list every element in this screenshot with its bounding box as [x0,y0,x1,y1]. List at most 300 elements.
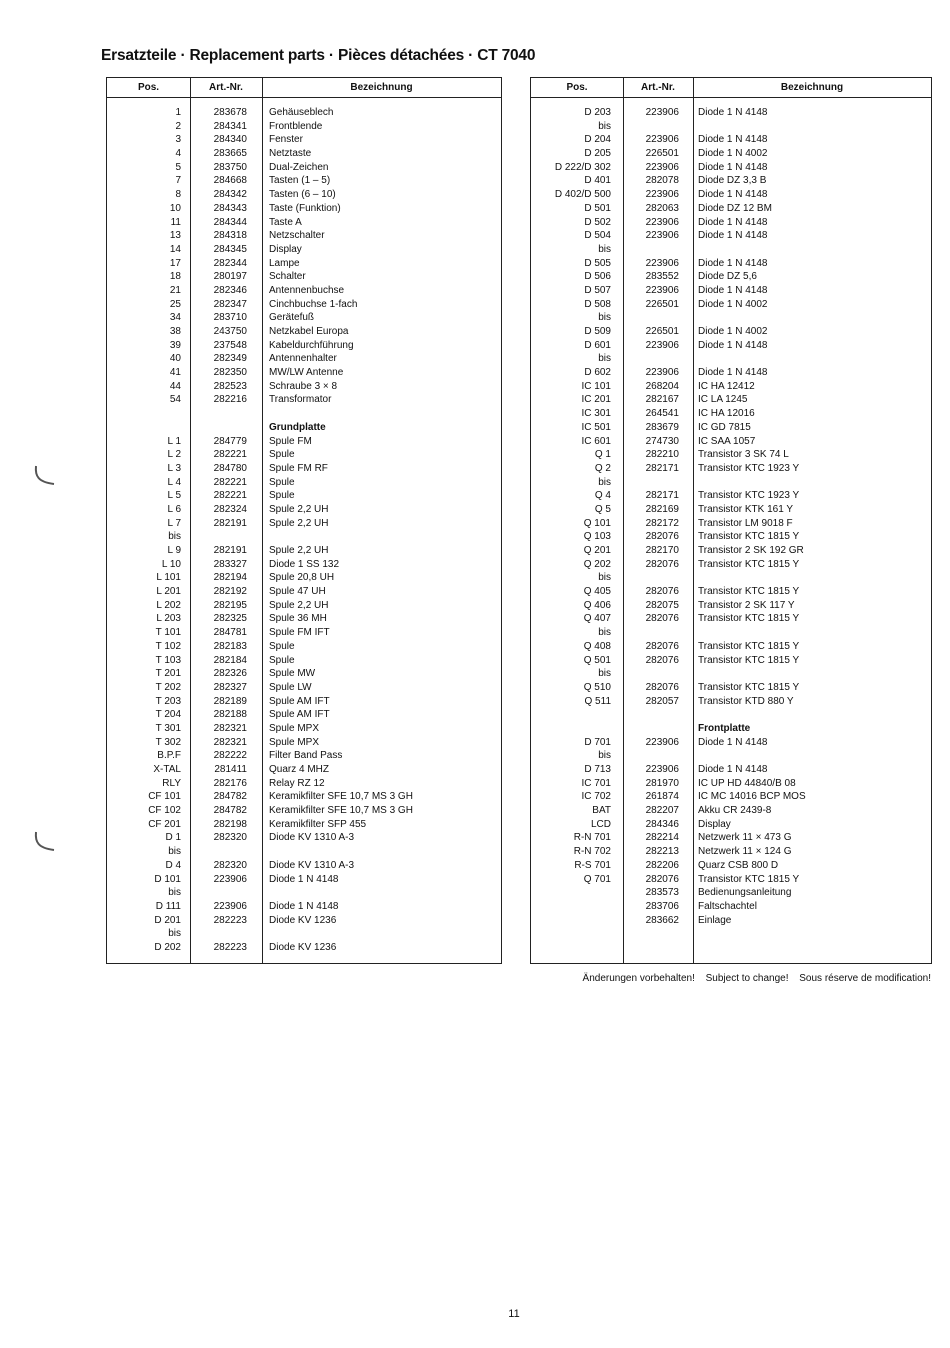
article-number: 282214 [645,832,679,844]
article-number: 223906 [645,339,679,351]
part-description: Dual-Zeichen [269,161,329,173]
table-row [107,188,501,202]
part-description: Filter Band Pass [269,750,343,762]
table-row [107,366,501,380]
column-header-art: Art.-Nr. [641,82,675,93]
part-description: Diode KV 1310 A-3 [269,832,355,844]
part-description: Diode 1 N 4148 [698,736,768,748]
part-position: 41 [169,367,181,379]
article-number: 282167 [645,394,679,406]
table-row [107,695,501,709]
part-position: IC 501 [581,421,611,433]
article-number: 282321 [213,736,247,748]
table-row [107,462,501,476]
table-row [531,407,931,421]
table-row [107,927,501,941]
part-position: L 201 [156,586,181,598]
part-position: L 9 [167,545,181,556]
table-row [531,914,931,928]
part-position: D 202 [154,941,181,953]
part-description: Fenster [269,134,303,146]
part-position: D 101 [154,873,181,885]
part-position: 44 [169,380,181,392]
part-position: 40 [169,353,181,365]
article-number: 282320 [213,832,247,844]
article-number: 284345 [213,243,247,255]
article-number: 282076 [645,640,679,652]
part-description: Transistor KTC 1815 Y [698,586,800,598]
table-row [531,311,931,325]
table-row [107,380,501,394]
section-heading-row [531,722,931,736]
table-row [531,654,931,668]
part-position: D 502 [584,216,611,228]
article-number: 284341 [213,120,247,132]
part-position: R-N 702 [573,846,611,858]
part-description: Display [698,818,731,830]
part-description: Diode KV 1236 [269,941,337,953]
article-number: 282523 [213,380,247,392]
part-position: D 701 [584,736,611,748]
article-number: 282171 [645,490,679,502]
part-description: IC LA 1245 [698,394,748,406]
part-position: 18 [169,271,181,283]
table-row [531,873,931,887]
article-number: 261874 [645,791,679,803]
article-number: 223906 [645,736,679,748]
part-description: Transistor KTK 161 Y [698,503,794,515]
part-position: D 509 [584,326,611,337]
part-description: Transistor KTC 1815 Y [698,531,800,543]
column-header-pos: Pos. [137,82,160,93]
part-description: Spule [269,476,295,488]
part-position: L 2 [167,449,181,461]
table-row [531,612,931,626]
table-row [531,859,931,873]
article-number: 284779 [213,435,247,447]
table-row [107,202,501,216]
part-description: Transistor 3 SK 74 L [698,449,789,461]
part-position: 2 [175,120,181,132]
parts-table-right [530,77,932,964]
part-position: D 205 [584,148,611,160]
table-row [531,380,931,394]
part-position: D 601 [584,339,611,351]
article-number: 282191 [213,517,247,529]
table-row [531,599,931,613]
part-description: Spule AM IFT [269,709,330,721]
part-description: Spule 36 MH [269,613,327,625]
part-position: Q 2 [594,462,611,474]
part-description: Transistor KTC 1815 Y [698,558,800,570]
part-position: 13 [169,230,181,242]
article-number: 282223 [213,941,247,953]
part-description: IC HA 12412 [698,380,755,392]
part-description: Transistor KTC 1815 Y [698,613,800,625]
article-number: 282223 [213,914,247,926]
table-row [107,352,501,366]
part-description: Schalter [269,271,306,283]
table-row [531,421,931,435]
article-number: 283679 [645,421,679,433]
table-row [531,571,931,585]
article-number: 223906 [645,284,679,296]
part-position: D 4 [165,859,181,871]
article-number: 284668 [213,175,247,187]
part-position: T 102 [155,640,181,652]
table-row [531,147,931,161]
part-description: Spule MPX [269,736,320,748]
part-position: bis [598,476,611,488]
part-description: Kabeldurchführung [269,339,354,351]
part-position: LCD [590,818,611,830]
table-row [107,831,501,845]
part-position: T 204 [155,709,181,721]
part-position: D 506 [584,271,611,283]
part-description: Keramikfilter SFE 10,7 MS 3 GH [269,805,413,817]
part-description: Transistor LM 9018 F [698,517,793,529]
article-number: 284346 [645,818,679,830]
part-position: Q 101 [583,517,611,529]
part-description: Grundplatte [269,421,326,433]
part-position: D 204 [584,134,611,146]
table-row [107,544,501,558]
table-row [107,147,501,161]
part-description: Tasten (1 – 5) [269,175,331,187]
table-row [107,174,501,188]
table-row [107,325,501,339]
part-position: Q 406 [583,599,611,611]
table-row [531,448,931,462]
table-row [531,900,931,914]
article-number: 284340 [213,134,247,146]
part-description: Spule 2,2 UH [269,545,329,556]
table-body-left [107,106,501,955]
part-position: IC 702 [581,791,611,803]
table-row [107,393,501,407]
table-row [107,722,501,736]
part-position: Q 4 [594,490,611,502]
part-description: Diode 1 N 4148 [698,367,768,379]
part-description: Diode KV 1310 A-3 [269,859,355,871]
part-position: bis [598,243,611,255]
part-description: Transistor 2 SK 192 GR [698,545,804,556]
part-description: Netzkabel Europa [269,326,349,337]
table-row [531,462,931,476]
part-description: Taste A [269,216,302,228]
part-position: BAT [592,805,611,817]
part-description: Transistor KTC 1815 Y [698,873,800,885]
table-row [107,270,501,284]
part-position: L 202 [156,599,181,611]
part-description: Diode 1 N 4148 [698,230,768,242]
table-row [531,763,931,777]
part-description: Frontplatte [698,722,751,734]
part-description: IC SAA 1057 [698,435,756,447]
section-heading-row [107,421,501,435]
part-description: Diode 1 N 4148 [698,339,768,351]
article-number: 223906 [645,764,679,775]
part-description: Spule MW [269,668,316,680]
article-number: 223906 [645,216,679,228]
table-row [107,859,501,873]
part-position: bis [168,928,181,940]
table-row [107,900,501,914]
table-row [107,873,501,887]
table-row [107,435,501,449]
table-row [107,654,501,668]
table-row [107,736,501,750]
article-number: 223906 [213,900,247,912]
table-row [531,585,931,599]
article-number: 282063 [645,202,679,214]
part-description: Faltschachtel [698,900,757,912]
part-position: IC 301 [581,408,611,420]
article-number: 282320 [213,859,247,871]
table-row [107,640,501,654]
article-number: 282194 [213,572,247,584]
part-position: X-TAL [153,764,181,775]
part-position: B.P.F [157,750,181,762]
table-row [107,599,501,613]
table-row [531,393,931,407]
part-description: Antennenbuchse [269,284,345,296]
part-description: Diode 1 N 4148 [269,873,339,885]
article-number: 282184 [213,654,247,666]
article-number: 223906 [645,230,679,242]
part-description: Transistor KTC 1815 Y [698,640,800,652]
table-row [107,216,501,230]
part-position: L 1 [167,435,181,447]
part-description: Netzwerk 11 × 473 G [698,832,792,844]
part-description: Diode 1 N 4148 [698,257,768,269]
table-row [531,517,931,531]
header-divider [107,97,501,98]
article-number: 283552 [645,271,679,283]
part-position: bis [598,120,611,132]
part-position: Q 5 [594,503,611,515]
article-number: 283327 [213,558,247,570]
table-row [107,133,501,147]
table-row [531,558,931,572]
part-description: IC GD 7815 [698,421,751,433]
article-number: 282076 [645,681,679,693]
part-position: 4 [175,148,181,160]
part-position: 7 [175,175,181,187]
article-number: 282075 [645,599,679,611]
part-position: bis [598,750,611,762]
part-description: Diode 1 N 4148 [269,900,339,912]
part-position: RLY [162,777,181,789]
part-description: Diode 1 N 4148 [698,284,768,296]
article-number: 284780 [213,462,247,474]
part-position: 5 [175,161,181,173]
article-number: 283710 [213,312,247,324]
article-number: 223906 [645,107,679,118]
table-row [531,216,931,230]
article-number: 274730 [645,435,679,447]
table-row [531,708,931,722]
table-row [531,681,931,695]
part-description: Transistor 2 SK 117 Y [698,599,795,611]
page-title: Ersatzteile · Replacement parts · Pièces détachées · CT 7040 [101,47,536,64]
article-number: 283750 [213,161,247,173]
part-position: Q 701 [583,873,611,885]
part-description: Diode DZ 12 BM [698,202,772,214]
part-description: Taste (Funktion) [269,202,341,214]
article-number: 282326 [213,668,247,680]
part-position: Q 408 [583,640,611,652]
part-description: Frontblende [269,120,323,132]
part-description: Transistor KTC 1815 Y [698,681,800,693]
part-position: D 401 [584,175,611,187]
table-row [531,777,931,791]
table-row [531,202,931,216]
part-position: bis [598,353,611,365]
table-row [531,161,931,175]
part-position: 11 [170,216,181,228]
part-description: Spule FM RF [269,462,328,474]
part-description: Quarz 4 MHZ [269,764,330,775]
part-position: D 402/D 500 [554,189,611,201]
table-row [531,325,931,339]
article-number: 284344 [213,216,247,228]
part-position: T 103 [155,654,181,666]
part-description: Spule 2,2 UH [269,517,329,529]
part-position: bis [598,627,611,639]
table-row [107,257,501,271]
article-number: 282170 [645,545,679,556]
part-description: Spule AM IFT [269,695,330,707]
article-number: 282183 [213,640,247,652]
part-position: IC 701 [581,777,611,789]
scan-mark [30,462,60,492]
disclaimer-en: Subject to change! [705,973,789,984]
article-number: 282191 [213,545,247,556]
article-number: 284781 [213,627,247,639]
table-row [107,886,501,900]
article-number: 264541 [645,408,679,420]
part-position: T 201 [155,668,181,680]
article-number: 282221 [213,449,247,461]
article-number: 284342 [213,189,247,201]
table-row [531,339,931,353]
table-row [107,612,501,626]
table-row [531,229,931,243]
part-description: Spule MPX [269,722,320,734]
table-row [531,845,931,859]
part-description: Antennenhalter [269,353,337,365]
table-row [531,352,931,366]
table-row [107,517,501,531]
part-position: 38 [169,326,181,337]
article-number: 282169 [645,503,679,515]
article-number: 282347 [213,298,247,310]
article-number: 283706 [645,900,679,912]
table-row [107,585,501,599]
part-position: 17 [169,257,181,269]
table-row [531,435,931,449]
table-row [107,845,501,859]
article-number: 282207 [645,805,679,817]
article-number: 223906 [645,134,679,146]
part-position: T 101 [155,627,181,639]
table-row [107,558,501,572]
article-number: 282171 [645,462,679,474]
parts-table-left [106,77,502,964]
part-description: Transformator [269,394,332,406]
part-position: D 222/D 302 [554,161,611,173]
table-row [531,133,931,147]
article-number: 282221 [213,476,247,488]
article-number: 223906 [645,161,679,173]
part-description: Akku CR 2439-8 [698,805,772,817]
part-description: Lampe [269,257,300,269]
part-position: Q 405 [583,586,611,598]
part-position: D 111 [155,900,181,912]
table-row [531,667,931,681]
part-description: Diode 1 N 4148 [698,134,768,146]
part-description: Diode 1 N 4002 [698,148,768,160]
part-position: 54 [169,394,181,406]
header-divider [531,97,931,98]
column-header-desc: Bezeichnung [350,82,413,93]
part-description: Spule LW [269,681,312,693]
footer-disclaimer [575,973,931,984]
table-row [531,818,931,832]
part-description: Spule 20,8 UH [269,572,335,584]
article-number: 268204 [645,380,679,392]
part-position: L 10 [161,558,181,570]
table-row [531,886,931,900]
table-row [107,708,501,722]
part-description: Netzschalter [269,230,325,242]
part-description: Einlage [698,914,732,926]
table-row [107,777,501,791]
part-position: 10 [169,202,181,214]
article-number: 282176 [213,777,247,789]
article-number: 282076 [645,613,679,625]
article-number: 282222 [213,750,247,762]
part-position: R-S 701 [574,859,611,871]
table-row [531,530,931,544]
part-position: Q 202 [583,558,611,570]
part-position: D 203 [584,107,611,118]
part-position: D 201 [154,914,181,926]
part-position: Q 1 [594,449,611,461]
part-position: D 504 [584,230,611,242]
part-position: bis [598,572,611,584]
column-header-art: Art.-Nr. [209,82,243,93]
table-row [107,626,501,640]
part-description: Spule [269,640,295,652]
article-number: 283662 [645,914,679,926]
article-number: 226501 [645,326,679,337]
part-position: D 508 [584,298,611,310]
part-description: Diode 1 N 4148 [698,161,768,173]
part-position: CF 201 [148,818,181,830]
part-position: IC 201 [581,394,611,406]
table-row [107,790,501,804]
disclaimer-fr: Sous réserve de modification! [799,973,931,984]
table-row [107,229,501,243]
table-body-right [531,106,931,927]
part-description: Quarz CSB 800 D [698,859,779,871]
article-number: 282206 [645,859,679,871]
page-number: 11 [508,1308,520,1320]
article-number: 282325 [213,613,247,625]
part-position: T 202 [155,681,181,693]
